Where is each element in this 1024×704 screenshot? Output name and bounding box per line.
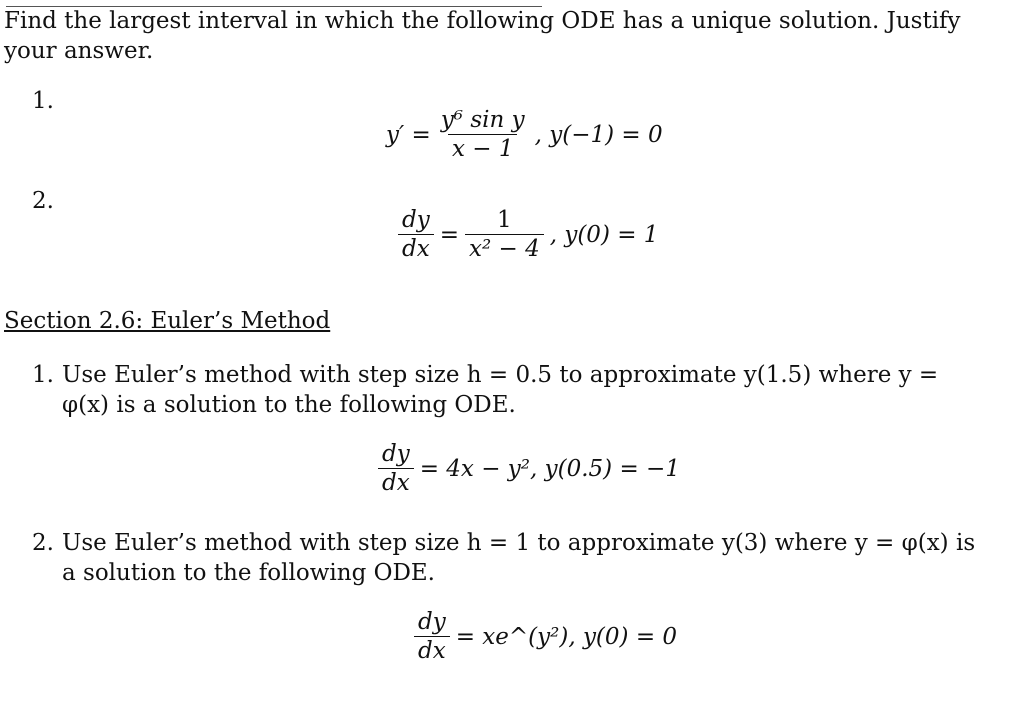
equation-1	[386, 106, 663, 163]
equation-3	[372, 440, 680, 497]
denominator: dx	[414, 636, 450, 665]
denominator: dx	[398, 234, 434, 263]
equation-lhs: y′ =	[386, 121, 431, 148]
equation-2	[392, 206, 658, 263]
denominator: x² − 4	[465, 234, 544, 263]
fraction	[437, 106, 529, 163]
derivative-fraction	[378, 440, 414, 497]
equals-sign: =	[439, 221, 459, 248]
item-number: 2.	[32, 188, 54, 214]
item-number: 2.	[32, 530, 54, 556]
intro-text: Find the largest interval in which the following ODE has a unique solution. Justify your answer.	[4, 8, 961, 64]
derivative-fraction	[414, 608, 450, 665]
item-text: Use Euler’s method with step size h = 1 to approximate y(3) where y = φ(x) is a solution to the following ODE.	[62, 530, 976, 586]
derivative-fraction	[398, 206, 434, 263]
numerator: y⁶ sin y	[440, 107, 525, 133]
equation-rhs: = xe^(y²), y(0) = 0	[455, 623, 678, 650]
item-text: Use Euler’s method with step size h = 0.5 to approximate y(1.5) where y = φ(x) is a solution to the following ODE.	[62, 362, 939, 418]
section-title: Section 2.6: Euler’s Method	[4, 308, 331, 334]
item-number: 1.	[32, 88, 54, 114]
initial-condition: , y(0) = 1	[549, 221, 659, 248]
numerator: 1	[497, 207, 512, 233]
fraction	[465, 206, 544, 263]
denominator: dx	[378, 468, 414, 497]
list-item	[32, 360, 982, 420]
numerator: dy	[402, 207, 430, 233]
numerator: dy	[382, 441, 410, 467]
numerator: dy	[418, 609, 446, 635]
equation-rhs: = 4x − y², y(0.5) = −1	[419, 455, 680, 482]
equation-4	[408, 608, 677, 665]
item-number: 1.	[32, 362, 54, 388]
list-item	[32, 528, 982, 588]
initial-condition: , y(−1) = 0	[534, 121, 663, 148]
denominator: x − 1	[448, 134, 518, 163]
